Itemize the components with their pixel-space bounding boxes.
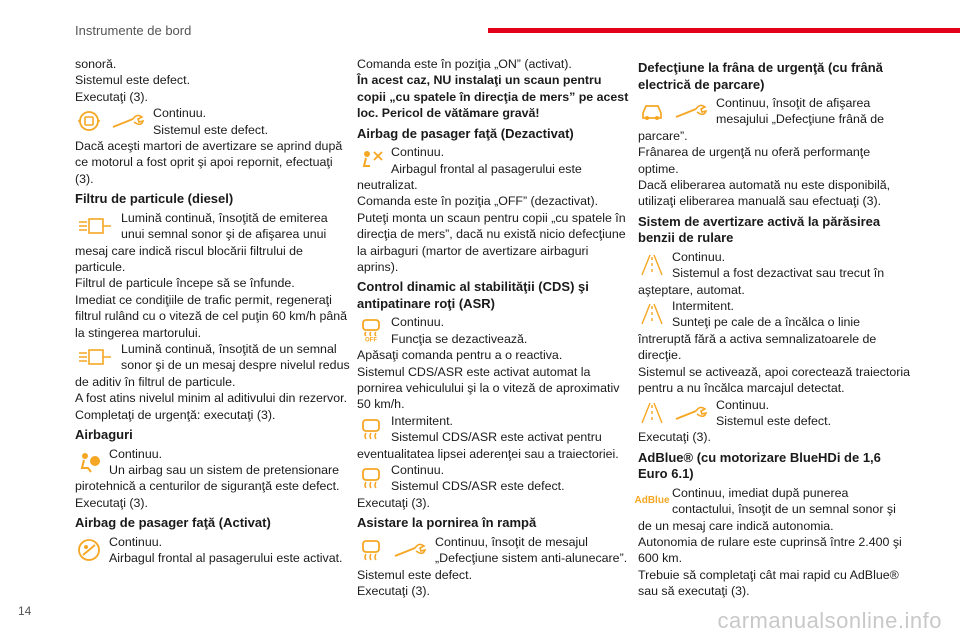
text: Imediat ce condiţiile de trafic permit, regeneraţi filtrul rulând cu o viteză de cel puţin 60 km/h până la stingerea martorului. <box>75 292 348 340</box>
text: Comanda este în poziţia „ON” (activat). <box>357 57 572 71</box>
text: Airbagul frontal al pasagerului este activat. <box>109 551 343 566</box>
text: Continuu, însoţit de afişarea mesajului „Defecţiune frână de parcare”. <box>638 96 885 143</box>
lane-departure-icon <box>638 252 666 278</box>
text: Un airbag sau un sistem de pretensionare pirotehnică a centurilor de siguranţă este defect. <box>75 462 340 494</box>
warning-entry <box>357 314 632 412</box>
stability-icon <box>357 537 385 563</box>
text: Continuu. <box>153 106 207 121</box>
text: Sistemul este defect. <box>153 122 269 137</box>
warning-entry <box>75 210 350 341</box>
text: Sistemul este defect. <box>357 567 473 582</box>
text: Apăsaţi comanda pentru a o reactiva. <box>357 348 563 363</box>
text: Continuu. <box>716 397 770 412</box>
text: Dacă eliberarea automată nu este disponibilă, utilizaţi eliberarea manuală sau efectuaţi (3). <box>638 178 891 209</box>
text: Executaţi (3). <box>75 89 148 104</box>
stability-off-icon <box>357 317 385 343</box>
watermark: carmanualsonline.info <box>717 608 942 633</box>
warning-entry <box>357 534 632 600</box>
page-number: 14 <box>18 604 32 618</box>
column-3 <box>634 56 913 600</box>
section-heading: Asistare la pornirea în rampă <box>357 515 537 531</box>
text: Trebuie să completaţi cât mai rapid cu AdBlue® sau să executaţi (3). <box>638 567 899 599</box>
warning-entry <box>75 534 350 567</box>
text: Continuu. <box>672 249 726 264</box>
warning-entry <box>357 462 632 511</box>
section-heading: Sistem de avertizare activă la părăsirea benzii de rulare <box>638 213 881 246</box>
wrench-icon <box>389 537 429 563</box>
passenger-airbag-on-icon <box>75 537 103 563</box>
text: Puteţi monta un scaun pentru copii „cu spatele în direcţia de mers”, dacă nu există nicio defecţiune la airbaguri (martor de avertizare airbaguri aprins). <box>357 210 626 274</box>
column-1 <box>75 56 350 566</box>
wrench-icon <box>670 400 710 426</box>
warning-entry <box>638 298 913 396</box>
warning-entry <box>75 341 350 423</box>
text: Continuu, însoţit de mesajul „Defecţiune sistem anti-alunecare”. <box>435 534 628 566</box>
warning-entry <box>357 413 632 462</box>
text: Lumină continuă, însoţită de emiterea unui semnal sonor şi de afişarea unui mesaj care indică riscul blocării filtrului de particule. <box>75 210 328 274</box>
text: Intermitent. <box>391 413 453 428</box>
text: Filtrul de particule începe să se înfunde. <box>75 276 295 291</box>
text: Continuu, imediat după punerea contactului, însoţit de un semnal sonor şi de un mesaj care indică autonomia. <box>638 485 896 533</box>
section-heading: Airbag de pasager faţă (Activat) <box>75 515 271 531</box>
section-heading: Defecţiune la frâna de urgenţă (cu frână electrică de parcare) <box>638 60 883 92</box>
text: Executaţi (3). <box>357 583 430 598</box>
text: Executaţi (3). <box>75 495 148 510</box>
particle-filter-icon <box>75 213 115 239</box>
wrench-icon <box>107 108 147 134</box>
text: Dacă aceşti martori de avertizare se aprind după ce motorul a fost oprit şi apoi repornit, efectuaţi (3). <box>75 139 343 186</box>
svg-text:OFF: OFF <box>365 337 377 343</box>
text: Autonomia de rulare este cuprinsă între 2.400 şi 600 km. <box>638 534 902 566</box>
text: Continuu. <box>391 145 445 160</box>
text: Sistemul CDS/ASR este activat pentru eventualitatea lipsei aderenţei sau a traiectoriei. <box>357 430 619 461</box>
passenger-airbag-off-icon <box>357 147 385 173</box>
warning-entry <box>634 485 913 600</box>
lane-departure-icon <box>638 301 666 327</box>
header-title: Instrumente de bord <box>75 23 192 38</box>
warning-entry <box>75 105 350 187</box>
text: Comanda este în poziţia „OFF” (dezactivat). <box>357 194 599 209</box>
text: Sistemul CDS/ASR este activat automat la pornirea vehiculului şi la o viteză de aproximativ 50 km/h. <box>357 364 620 412</box>
wrench-icon <box>670 98 710 124</box>
section-heading: AdBlue® (cu motorizare BlueHDi de 1,6 Euro 6.1) <box>638 449 881 482</box>
warning-entry <box>75 446 350 512</box>
stability-icon <box>357 416 385 442</box>
warning-entry <box>638 95 913 210</box>
section-heading: Control dinamic al stabilităţii (CDS) şi antipatinare roţi (ASR) <box>357 279 589 311</box>
text: Lumină continuă, însoţită de un semnal sonor şi de un mesaj despre nivelul redus de aditiv în filtrul de particule. <box>75 342 350 389</box>
text: Intermitent. <box>672 299 734 314</box>
brake-car-icon <box>638 98 666 124</box>
warning-text: În acest caz, NU instalaţi un scaun pentru copii „cu spatele în direcţia de mers” pe acest loc. Pericol de vătămare gravă! <box>357 73 629 121</box>
engine-warning-icon <box>75 108 103 134</box>
text: A fost atins nivelul minim al aditivului din rezervor. <box>75 391 348 406</box>
text: Executaţi (3). <box>357 495 430 510</box>
adblue-icon: AdBlue <box>634 494 670 506</box>
text: Frânarea de urgenţă nu oferă performanţe optime. <box>638 145 871 176</box>
text: Completaţi de urgenţă: executaţi (3). <box>75 407 276 422</box>
text: Sistemul este defect. <box>75 73 191 88</box>
section-heading: Airbag de pasager faţă (Dezactivat) <box>357 125 574 141</box>
column-2 <box>357 56 632 599</box>
warning-entry <box>638 397 913 446</box>
airbag-icon <box>75 449 103 475</box>
stability-icon <box>357 465 385 491</box>
warning-entry <box>638 249 913 298</box>
particle-filter-icon <box>75 344 115 370</box>
text: Continuu. <box>109 534 163 549</box>
text: Continuu. <box>391 315 445 330</box>
text: Sistemul se activează, apoi corectează traiectoria pentru a nu încălca marcajul detectat. <box>638 364 911 396</box>
text: Sistemul CDS/ASR este defect. <box>391 479 565 494</box>
text: Continuu. <box>391 463 445 478</box>
text: sonoră. <box>75 57 117 71</box>
header-accent-bar <box>488 28 960 33</box>
text: Sistemul a fost dezactivat sau trecut în aşteptare, automat. <box>638 266 885 297</box>
text: Sunteţi pe cale de a încălca o linie întreruptă fără a activa semnalizatoarele de direcţie. <box>638 315 877 363</box>
text: Funcţia se dezactivează. <box>391 331 528 346</box>
text: Continuu. <box>109 446 163 461</box>
text: Sistemul este defect. <box>716 413 832 428</box>
lane-departure-icon <box>638 400 666 426</box>
text: Executaţi (3). <box>638 430 711 445</box>
section-heading: Airbaguri <box>75 427 133 443</box>
warning-entry <box>357 144 632 275</box>
text: Airbagul frontal al pasagerului este neutralizat. <box>357 161 582 192</box>
section-heading: Filtru de particule (diesel) <box>75 191 234 207</box>
